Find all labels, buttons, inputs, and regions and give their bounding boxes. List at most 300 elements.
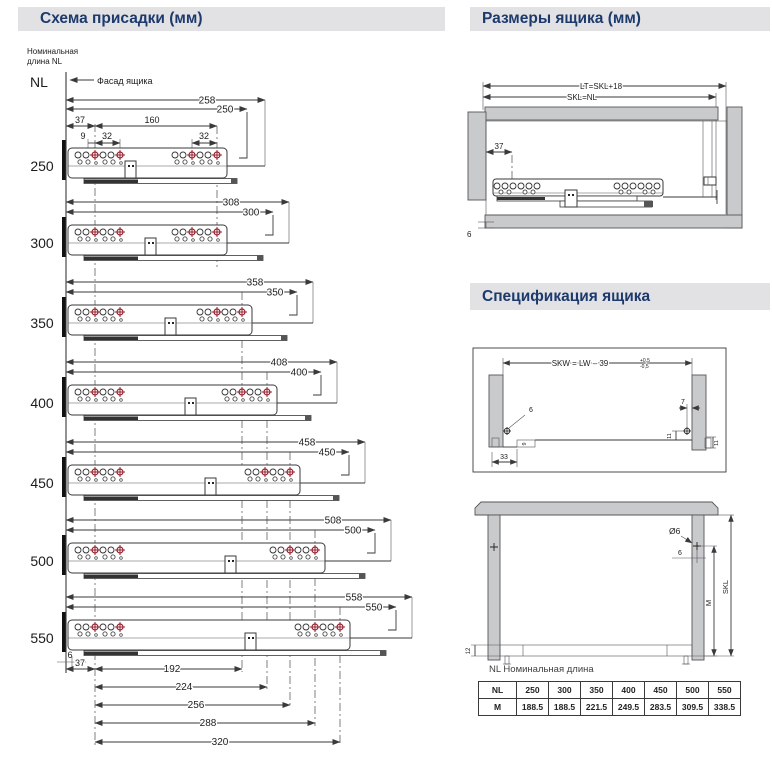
dim-320: 320 <box>211 737 229 748</box>
latch <box>145 238 156 255</box>
facade-label: Фасад ящика <box>97 76 153 86</box>
dim-37: 37 <box>74 115 86 125</box>
drill-hole-small <box>200 317 204 321</box>
rail-end-cap <box>257 256 263 261</box>
box-spec-header <box>470 283 770 310</box>
drill-hole <box>654 183 660 189</box>
dim-m: M <box>704 599 713 607</box>
latch-dot <box>568 194 570 196</box>
facade-edge-bar <box>62 377 66 417</box>
dim-6-assembly: 6 <box>678 550 682 557</box>
drill-hole-small <box>225 397 229 401</box>
nl-row-label: 500 <box>30 553 54 569</box>
spec-table-value-cell: 250 <box>517 682 549 699</box>
drill-hole <box>630 183 636 189</box>
drill-hole <box>83 547 89 553</box>
drill-hole-small <box>111 237 115 241</box>
drawer-side-left <box>489 375 503 447</box>
drill-hole-small <box>183 237 187 241</box>
dim-11-outer: 11 <box>714 440 720 446</box>
drill-hole-tiny <box>95 634 98 637</box>
drill-hole <box>518 183 524 189</box>
drill-hole-small <box>103 160 107 164</box>
spec-table-value-cell: 188.5 <box>517 699 549 716</box>
drill-hole-tiny <box>315 634 318 637</box>
facade-edge-bar <box>62 297 66 337</box>
drill-hole <box>245 469 251 475</box>
latch <box>125 161 136 178</box>
drill-hole-small <box>273 477 277 481</box>
drill-hole <box>100 309 106 315</box>
drill-hole-small <box>111 397 115 401</box>
drill-hole <box>180 152 186 158</box>
drill-hole <box>83 624 89 630</box>
drill-hole <box>83 229 89 235</box>
drill-hole-small <box>111 317 115 321</box>
latch-dot <box>192 402 194 404</box>
slide-rail-side-view <box>493 179 663 207</box>
inner-dim-hook <box>341 455 349 475</box>
drill-hole-small <box>306 632 310 636</box>
drill-hole-tiny <box>267 399 270 402</box>
nl-row-label: 400 <box>30 395 54 411</box>
inner-dim-hook <box>289 295 297 315</box>
drill-hole <box>75 152 81 158</box>
drill-hole <box>494 183 500 189</box>
latch <box>565 190 577 207</box>
outer-dim-value: 258 <box>198 95 216 107</box>
cabinet-bottom-panel <box>485 215 742 228</box>
drill-hole-small <box>86 477 90 481</box>
drill-hole-tiny <box>120 162 123 165</box>
outer-dim-value: 358 <box>246 277 264 289</box>
drill-hole-small <box>273 555 277 559</box>
drill-hole <box>295 547 301 553</box>
drill-hole <box>108 389 114 395</box>
latch <box>185 398 196 415</box>
drill-hole-tiny <box>315 557 318 560</box>
latch-dot <box>248 637 250 639</box>
drill-hole-tiny <box>120 634 123 637</box>
drill-hole-small <box>111 632 115 636</box>
latch-dot <box>232 560 234 562</box>
nominal-length-caption-line1: Номинальная <box>27 47 79 56</box>
drill-hole-tiny <box>290 479 293 482</box>
drill-hole-small <box>86 632 90 636</box>
rail-end-cap <box>333 496 339 501</box>
inner-dim-hook <box>367 533 375 553</box>
drill-hole <box>75 309 81 315</box>
drill-hole-small <box>200 160 204 164</box>
drill-hole-tiny <box>217 162 220 165</box>
drill-hole <box>270 469 276 475</box>
drill-hole-tiny <box>120 399 123 402</box>
spec-table <box>478 681 741 716</box>
drill-hole-small <box>103 317 107 321</box>
dim-lt: LT=SKL+18 <box>579 82 623 91</box>
spec-table-value-cell: 249.5 <box>613 699 645 716</box>
drill-hole <box>100 624 106 630</box>
drill-hole <box>278 469 284 475</box>
drill-hole-small <box>78 160 82 164</box>
spec-table-header-cell: M <box>479 699 517 716</box>
spec-table-row <box>479 682 741 699</box>
inner-dim-hook <box>388 610 396 630</box>
dim-256: 256 <box>187 700 205 711</box>
inner-dim-value: 350 <box>266 287 284 299</box>
drill-hole-small <box>103 237 107 241</box>
drill-hole <box>230 309 236 315</box>
drill-hole-small <box>86 397 90 401</box>
nl-row-label: 300 <box>30 235 54 251</box>
inner-dim-value: 450 <box>318 447 336 459</box>
drill-hole-tiny <box>120 319 123 322</box>
drill-hole <box>197 229 203 235</box>
drill-hole <box>303 624 309 630</box>
rack-strip <box>84 257 138 261</box>
facade-edge-bar <box>62 535 66 575</box>
drill-hole <box>100 389 106 395</box>
latch-dot <box>252 637 254 639</box>
spec-table-value-cell: 450 <box>645 682 677 699</box>
drawer-side-right <box>692 515 704 660</box>
drill-hole <box>205 152 211 158</box>
drill-hole-tiny <box>217 239 220 242</box>
nl-row-label: 250 <box>30 158 54 174</box>
drawer-front-panel <box>475 502 718 515</box>
latch-dot <box>128 165 130 167</box>
drill-hole <box>100 469 106 475</box>
drill-hole-small <box>103 397 107 401</box>
drill-hole-small <box>86 317 90 321</box>
drill-hole <box>108 229 114 235</box>
spec-table-value-cell: 338.5 <box>709 699 741 716</box>
spec-table-value-cell: 500 <box>677 682 709 699</box>
drill-hole-tiny <box>95 557 98 560</box>
drawer-bottom-panel <box>500 645 692 656</box>
latch <box>205 478 216 495</box>
facade-edge-bar <box>62 457 66 497</box>
drill-hole <box>510 183 516 189</box>
drill-hole-small <box>78 317 82 321</box>
drill-hole <box>100 152 106 158</box>
rail-end-cap <box>644 201 653 207</box>
drill-hole-tiny <box>120 239 123 242</box>
drill-hole <box>222 309 228 315</box>
drill-hole-small <box>175 160 179 164</box>
drill-hole-small <box>208 317 212 321</box>
dowel-pin-left <box>503 656 511 664</box>
dim-192: 192 <box>163 664 181 675</box>
rack-strip <box>84 180 138 184</box>
slide-row-300 <box>30 198 289 261</box>
nl-row-label: 350 <box>30 315 54 331</box>
drilling-scheme-header <box>18 7 445 31</box>
inner-dim-value: 550 <box>365 602 383 614</box>
drill-hole-tiny <box>120 557 123 560</box>
rail-end-cap <box>305 416 311 421</box>
latch-dot <box>152 242 154 244</box>
drill-hole-small <box>78 397 82 401</box>
drill-hole-small <box>250 397 254 401</box>
drill-hole-tiny <box>95 319 98 322</box>
drill-hole-small <box>248 477 252 481</box>
drill-hole-small <box>208 160 212 164</box>
cabinet-top-panel <box>485 107 718 120</box>
latch-dot <box>172 322 174 324</box>
drill-hole-small <box>86 555 90 559</box>
rail-end-cap <box>281 336 287 341</box>
dim-dia6: Ø6 <box>669 526 681 536</box>
drill-hole <box>222 389 228 395</box>
drawer-side-right <box>692 375 706 450</box>
drill-hole-small <box>86 237 90 241</box>
drill-hole <box>247 389 253 395</box>
dim-32-left: 32 <box>101 131 113 141</box>
drill-hole <box>83 152 89 158</box>
box-spec-diagram <box>455 335 772 480</box>
drill-hole <box>328 624 334 630</box>
latch <box>245 633 256 650</box>
drill-hole <box>502 183 508 189</box>
drill-hole-tiny <box>242 399 245 402</box>
drill-hole-small <box>306 555 310 559</box>
dim-224: 224 <box>175 682 193 693</box>
drill-hole-tiny <box>95 399 98 402</box>
drilling-scheme-diagram <box>0 35 460 772</box>
latch-dot <box>212 482 214 484</box>
drill-hole-small <box>86 160 90 164</box>
drill-hole-small <box>233 397 237 401</box>
drill-hole <box>197 309 203 315</box>
drill-hole <box>303 547 309 553</box>
spec-table-value-cell: 283.5 <box>645 699 677 716</box>
rail-end-cap <box>231 179 237 184</box>
drill-hole-tiny <box>192 239 195 242</box>
drill-hole-small <box>175 237 179 241</box>
drill-hole <box>526 183 532 189</box>
drill-hole-small <box>225 317 229 321</box>
spec-table-value-cell: 300 <box>549 682 581 699</box>
drill-hole-small <box>643 190 647 194</box>
cabinet-front-panel <box>727 107 742 228</box>
rack-strip <box>84 575 138 579</box>
drill-hole-small <box>523 190 527 194</box>
spec-table-header-cell: NL <box>479 682 517 699</box>
drill-hole <box>197 152 203 158</box>
rack-strip <box>84 337 138 341</box>
drill-hole <box>75 547 81 553</box>
slide-rows <box>30 96 412 656</box>
latch-dot <box>168 322 170 324</box>
drill-hole <box>646 183 652 189</box>
drill-hole-small <box>258 397 262 401</box>
latch-dot <box>188 402 190 404</box>
rail-end-cap <box>359 574 365 579</box>
drill-hole-tiny <box>217 319 220 322</box>
drill-hole <box>295 624 301 630</box>
dim-288: 288 <box>199 718 217 729</box>
drill-hole <box>205 309 211 315</box>
drill-hole <box>638 183 644 189</box>
rail-end-cap <box>380 651 386 656</box>
latch-dot <box>148 242 150 244</box>
facade-edge-bar <box>62 217 66 257</box>
drill-hole <box>108 469 114 475</box>
drill-hole <box>100 229 106 235</box>
drill-hole-small <box>208 237 212 241</box>
box-spec-title: Спецификация ящика <box>482 287 651 305</box>
drill-hole-tiny <box>95 479 98 482</box>
drill-hole-small <box>281 477 285 481</box>
slide-row-500 <box>30 516 391 579</box>
box-dimensions-header <box>470 7 770 31</box>
dim-7: 7 <box>681 399 685 406</box>
inner-dim-value: 300 <box>242 207 260 219</box>
inner-dim-value: 250 <box>216 104 234 116</box>
dim-33: 33 <box>500 454 508 461</box>
drill-hole-tiny <box>95 239 98 242</box>
drill-hole-tiny <box>242 319 245 322</box>
drill-hole-tiny <box>265 479 268 482</box>
drill-hole-tiny <box>290 557 293 560</box>
latch <box>225 556 236 573</box>
inner-dim-value: 500 <box>344 525 362 537</box>
inner-dim-hook <box>265 215 273 235</box>
drill-hole-small <box>298 555 302 559</box>
dowel-pin-right <box>682 656 690 664</box>
outer-dim-value: 508 <box>324 515 342 527</box>
bottom-dimensions <box>57 650 340 748</box>
drill-hole <box>83 389 89 395</box>
drill-hole <box>100 547 106 553</box>
drill-hole <box>320 624 326 630</box>
latch-dot <box>208 482 210 484</box>
skw-tolerance-minus: -0,5 <box>640 364 649 370</box>
drill-hole-small <box>183 160 187 164</box>
drill-hole-small <box>331 632 335 636</box>
drill-hole-small <box>619 190 623 194</box>
row250-dimensions <box>66 115 217 152</box>
dim-6-box: 6 <box>467 230 472 239</box>
dim-32-right: 32 <box>198 131 210 141</box>
nl-row-label: 450 <box>30 475 54 491</box>
dim-12: 12 <box>466 647 472 655</box>
slide-row-450 <box>30 438 365 501</box>
inner-dim-hook <box>313 375 321 395</box>
spec-table-value-cell: 188.5 <box>549 699 581 716</box>
drill-hole-small <box>78 477 82 481</box>
drill-hole <box>83 469 89 475</box>
nominal-length-caption-line2: длина NL <box>27 57 63 66</box>
skw-tolerance-plus: +0,5 <box>640 358 650 364</box>
drill-hole-small <box>78 632 82 636</box>
rack-strip <box>497 197 545 200</box>
drill-hole-tiny <box>95 162 98 165</box>
spec-table-value-cell: 550 <box>709 682 741 699</box>
drilling-scheme-title: Схема присадки (мм) <box>40 10 203 27</box>
drill-hole-small <box>200 237 204 241</box>
drill-hole-small <box>78 237 82 241</box>
drill-hole-small <box>281 555 285 559</box>
latch-dot <box>572 194 574 196</box>
drill-hole <box>75 624 81 630</box>
dim-skw: SKW = LW – 39 <box>551 359 609 368</box>
nl-axis-label: NL <box>30 74 48 90</box>
drill-hole <box>108 547 114 553</box>
drill-hole-small <box>103 632 107 636</box>
outer-dim-value: 308 <box>222 197 240 209</box>
nl-row-label: 550 <box>30 630 54 646</box>
drill-hole <box>108 152 114 158</box>
drill-hole-small <box>103 555 107 559</box>
drawer-side-left <box>488 515 500 660</box>
drill-hole-small <box>651 190 655 194</box>
drill-hole-small <box>323 632 327 636</box>
drill-hole <box>180 229 186 235</box>
drill-hole <box>270 547 276 553</box>
drill-hole <box>75 389 81 395</box>
slide-row-550 <box>30 593 412 656</box>
drill-hole-small <box>499 190 503 194</box>
table-caption: NL Номинальная длина <box>489 664 594 675</box>
spec-table-value-cell: 221.5 <box>581 699 613 716</box>
drill-hole-small <box>256 477 260 481</box>
drill-hole-small <box>103 477 107 481</box>
drill-hole-small <box>111 477 115 481</box>
drill-hole <box>230 389 236 395</box>
drill-hole <box>205 229 211 235</box>
outer-dim-value: 408 <box>270 357 288 369</box>
dim-6-spec: 6 <box>529 407 533 414</box>
dim-160: 160 <box>144 115 160 125</box>
drill-hole <box>622 183 628 189</box>
rack-strip <box>84 497 138 501</box>
drill-hole <box>255 389 261 395</box>
drill-hole <box>75 229 81 235</box>
drill-hole <box>614 183 620 189</box>
slide-row-350 <box>30 278 313 341</box>
latch <box>165 318 176 335</box>
inner-dim-hook <box>239 112 247 158</box>
drill-hole-tiny <box>192 162 195 165</box>
spec-table-value-cell: 350 <box>581 682 613 699</box>
drill-hole <box>83 309 89 315</box>
box-dimensions-diagram <box>455 60 772 280</box>
drill-hole <box>253 469 259 475</box>
dim-9: 9 <box>80 131 86 141</box>
drill-hole-small <box>111 160 115 164</box>
drill-hole <box>172 152 178 158</box>
cabinet-back-panel <box>468 112 486 200</box>
rack-strip <box>84 417 138 421</box>
assembly-diagram <box>455 488 772 665</box>
drill-hole-small <box>531 190 535 194</box>
inner-dim-value: 400 <box>290 367 308 379</box>
dim-37-box: 37 <box>494 142 504 151</box>
slide-rail-body <box>68 385 277 415</box>
drill-hole-small <box>111 555 115 559</box>
drill-hole <box>534 183 540 189</box>
drill-hole <box>75 469 81 475</box>
rear-bracket <box>704 177 716 185</box>
outer-dim-value: 558 <box>345 592 363 604</box>
drill-hole <box>108 624 114 630</box>
dim-6: 6 <box>67 650 73 660</box>
drill-hole-small <box>627 190 631 194</box>
drill-hole-small <box>298 632 302 636</box>
outer-dim-value: 458 <box>298 437 316 449</box>
